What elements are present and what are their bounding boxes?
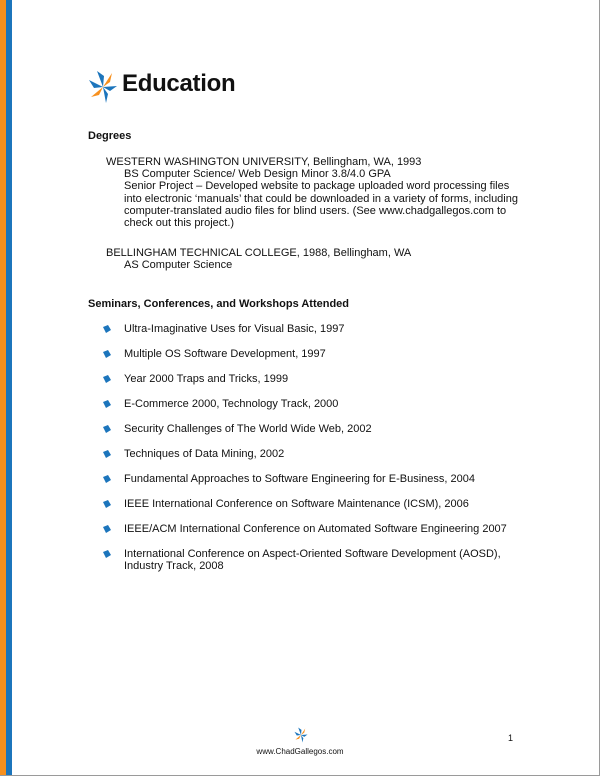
blue-diamond-bullet-icon [103, 525, 111, 533]
page-title: Education [122, 70, 236, 97]
degree-line: into electronic ‘manuals’ that could be downloaded in a variety of forms, including [124, 192, 518, 205]
blue-diamond-bullet-icon [103, 475, 111, 483]
blue-diamond-bullet-icon [103, 400, 111, 408]
seminar-item-text [124, 423, 524, 435]
seminar-item-line: Security Challenges of The World Wide Web, 2002 [124, 423, 372, 435]
seminar-item-line: IEEE International Conference on Software Maintenance (ICSM), 2006 [124, 498, 469, 510]
blue-diamond-bullet-icon [103, 350, 111, 358]
seminar-item-text [124, 498, 524, 510]
blue-diamond-bullet-icon [103, 325, 111, 333]
page-number: 1 [508, 733, 514, 743]
degree-line: Senior Project – Developed website to package uploaded word processing files [124, 180, 510, 193]
footer-url: www.ChadGallegos.com [256, 747, 344, 756]
seminar-item-line: International Conference on Aspect-Oriented Software Development (AOSD), [124, 548, 501, 560]
blue-diamond-bullet-icon [103, 550, 111, 558]
seminar-item-text [124, 448, 524, 460]
seminar-item-text [124, 323, 524, 335]
seminars-title: Seminars, Conferences, and Workshops Attended [88, 298, 350, 310]
seminar-item-text [124, 548, 524, 572]
degree-line: AS Computer Science [124, 259, 233, 272]
seminar-item-line: Techniques of Data Mining, 2002 [124, 448, 285, 460]
seminar-item-text [124, 348, 524, 360]
degree-line: computer-translated audio files for blind users. (See www.chadgallegos.com to [124, 204, 507, 217]
seminar-item-line: IEEE/ACM International Conference on Automated Software Engineering 2007 [124, 523, 507, 535]
blue-edge-bar [6, 0, 12, 776]
degree-school: WESTERN WASHINGTON UNIVERSITY, Bellingham, WA, 1993 [106, 156, 422, 168]
seminar-item-line: Fundamental Approaches to Software Engineering for E-Business, 2004 [124, 473, 475, 485]
seminar-item-line: Multiple OS Software Development, 1997 [124, 348, 326, 360]
degree-entry-btc [106, 247, 411, 271]
seminar-item-line: Industry Track, 2008 [124, 560, 224, 573]
blue-diamond-bullet-icon [103, 425, 111, 433]
degree-line: BS Computer Science/ Web Design Minor 3.8/4.0 GPA [124, 168, 391, 181]
seminar-item-text [124, 523, 524, 535]
seminar-item-line: Year 2000 Traps and Tricks, 1999 [124, 373, 289, 385]
degree-school: BELLINGHAM TECHNICAL COLLEGE, 1988, Bellingham, WA [106, 247, 412, 259]
blue-diamond-bullet-icon [103, 375, 111, 383]
seminar-item-line: Ultra-Imaginative Uses for Visual Basic, 1997 [124, 323, 345, 335]
seminar-item-text [124, 473, 524, 485]
degree-line: check out this project.) [124, 217, 235, 230]
seminar-item-line: E-Commerce 2000, Technology Track, 2000 [124, 398, 339, 410]
degree-entry-wwu [106, 156, 518, 229]
blue-diamond-bullet-icon [103, 500, 111, 508]
flower-logo-icon [88, 70, 118, 104]
seminar-item-text [124, 373, 524, 385]
blue-diamond-bullet-icon [103, 450, 111, 458]
seminar-item-text [124, 398, 524, 410]
degrees-title: Degrees [88, 130, 132, 142]
flower-logo-icon [294, 727, 308, 743]
